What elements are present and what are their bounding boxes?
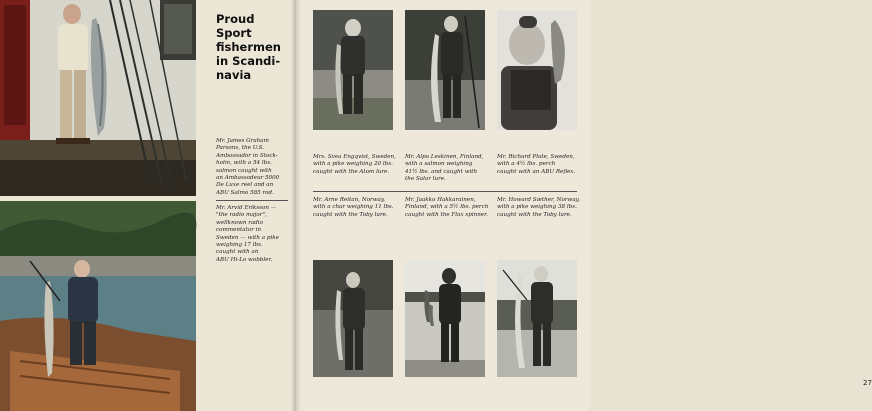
article-headline (216, 12, 288, 82)
photo-plate-perch (497, 10, 577, 130)
caption-line: Mr. Howard Sæther, Norway, (497, 197, 580, 203)
caption-hakkarainen (405, 197, 495, 219)
caption-line: 41½ lbs. and caught with (405, 168, 478, 175)
caption-line: Mr. Arne Reitan, Norway, (313, 197, 386, 203)
headline-line: in Scandi- (216, 54, 281, 68)
caption-line: Mrs. Svea Engqvist, Sweden, (313, 154, 396, 160)
headline-line: Proud (216, 12, 255, 26)
caption-line: caught with the Flax spinner. (405, 211, 488, 218)
caption-reitan (313, 197, 403, 219)
caption-line: Mr. Jaakko Hakkarainen, (405, 197, 476, 203)
photo-hakkarainen-perch (405, 260, 485, 377)
captions-divider (313, 191, 577, 192)
caption-line: salmon caught with (216, 167, 272, 174)
photo-reitan-char (313, 260, 393, 377)
headline-line: Sport (216, 26, 252, 40)
photo-sather-pike (497, 260, 577, 377)
caption-line: caught with the Toby lure. (313, 211, 388, 218)
caption-line: caught with an ABU Reflex. (497, 168, 576, 175)
caption-line: with a char weighing 11 lbs. (313, 204, 394, 211)
caption-line: Finland, with a 5½ lbs. perch (405, 204, 489, 211)
caption-line: De Luxe reel and an (216, 182, 274, 189)
caption-line: with a salmon weighing (405, 161, 473, 168)
page-fold (291, 0, 301, 411)
caption-line: with a 4½ lbs. perch (497, 161, 556, 168)
caption-line: "the radio major", (216, 212, 267, 219)
photo-eriksson-pike (0, 201, 196, 411)
left-page (0, 0, 295, 411)
caption-line: Ambassador in Stock- (216, 152, 278, 159)
caption-line: caught with the Toby lure. (497, 211, 572, 218)
headline-line: fishermen (216, 40, 281, 54)
photo-engqvist-pike (313, 10, 393, 130)
headline-line: navia (216, 68, 252, 82)
caption-line: caught with the Atom lure. (313, 168, 390, 175)
caption-divider (216, 200, 288, 201)
caption-engqvist (313, 154, 403, 176)
caption-line: with a pike weighing 38 lbs. (497, 204, 577, 211)
right-page (295, 0, 872, 411)
caption-line: wellknown radio (216, 219, 263, 226)
caption-line: Mr. Arvid Eriksson — (216, 205, 277, 211)
photo-leskinen-salmon (405, 10, 485, 130)
caption-sather (497, 197, 587, 219)
photo-parsons-salmon (0, 0, 196, 196)
caption-line: weighing 17 lbs. (216, 242, 263, 249)
caption-eriksson (216, 205, 292, 264)
caption-line: ABU Hi-Lo wobbler. (216, 256, 273, 263)
caption-line: the Salar lure. (405, 176, 446, 183)
caption-line: Mr. Alpo Leskinen, Finland, (405, 154, 484, 160)
caption-leskinen (405, 154, 495, 184)
caption-line: an Ambassadeur 5000 (216, 175, 280, 182)
caption-line: holm, with a 54 lbs. (216, 160, 272, 167)
caption-line: caught with an (216, 249, 259, 256)
page-number: 27 (863, 379, 872, 387)
caption-line: with a pike weighing 20 lbs. (313, 161, 393, 168)
caption-line: commentator in (216, 227, 262, 234)
caption-line: Sweden — with a pike (216, 234, 279, 241)
caption-line: Mr. James Graham (216, 138, 269, 144)
caption-line: ABU Salmo 585 rod. (216, 189, 274, 196)
caption-line: Mr. Richard Plate, Sweden, (497, 154, 575, 160)
caption-line: Parsons, the U.S. (216, 145, 265, 152)
caption-parsons (216, 138, 292, 197)
caption-plate (497, 154, 587, 176)
